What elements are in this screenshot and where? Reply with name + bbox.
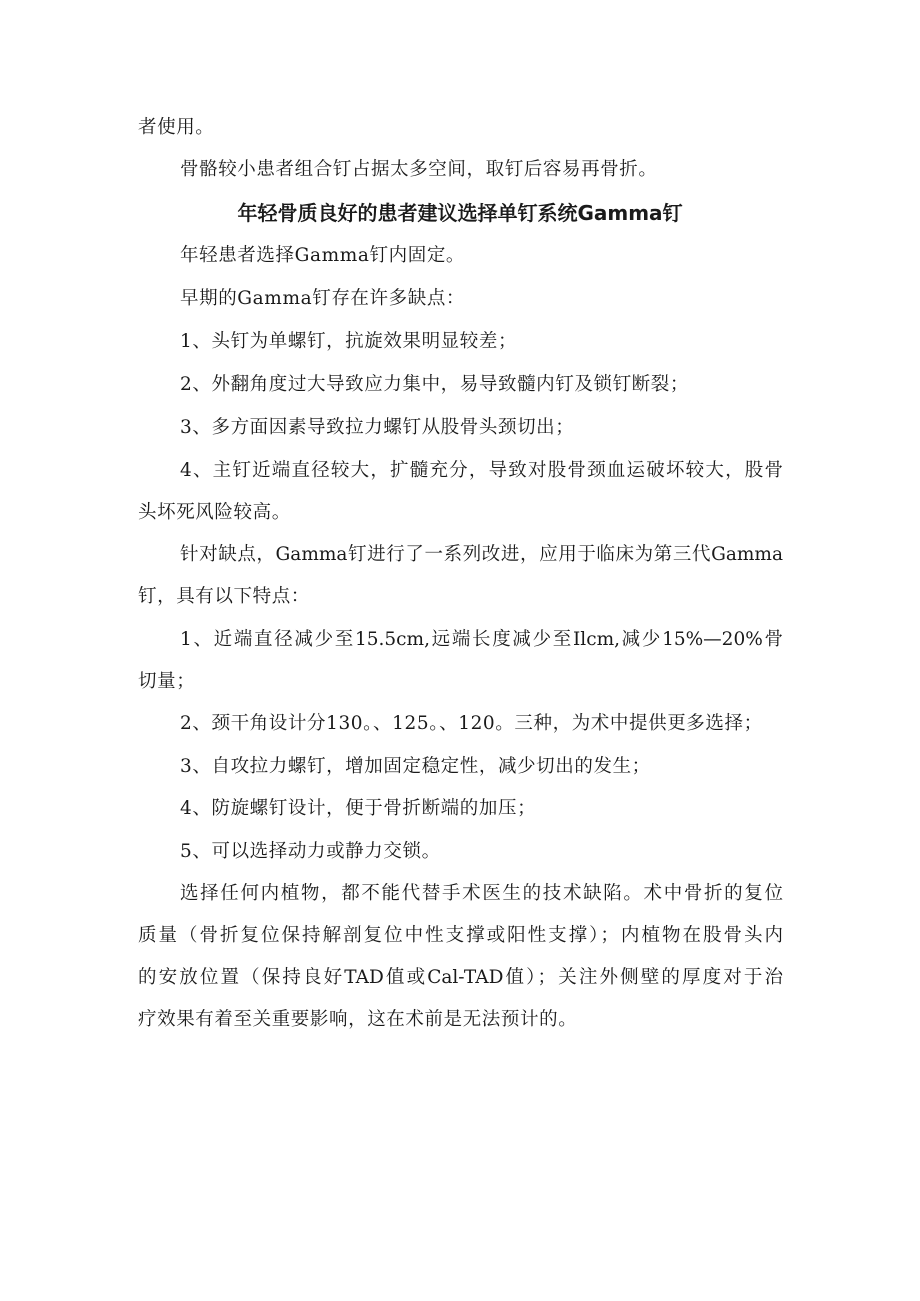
paragraph-line: 者使用。 [138,117,215,138]
list-item: 3、自攻拉力螺钉，增加固定稳定性，减少切出的发生； [180,756,651,777]
paragraph-line: 钉，具有以下特点： [138,586,310,607]
paragraph-line: 早期的Gamma钉存在许多缺点： [180,288,466,309]
paragraph-line: 质量（骨折复位保持解剖复位中性支撑或阳性支撑）；内植物在股骨头内 [138,925,783,946]
section-heading: 年轻骨质良好的患者建议选择单钉系统Gamma钉 [237,201,683,225]
list-item: 2、外翻角度过大导致应力集中，易导致髓内钉及锁钉断裂； [180,374,689,395]
paragraph-line: 骨骼较小患者组合钉占据太多空间，取钉后容易再骨折。 [180,159,658,180]
list-item: 3、多方面因素导致拉力螺钉从股骨头颈切出； [180,417,575,438]
list-item: 4、防旋螺钉设计，便于骨折断端的加压； [180,798,537,819]
paragraph-line: 年轻患者选择Gamma钉内固定。 [180,245,466,266]
paragraph-line: 的安放位置（保持良好TAD值或Cal-TAD值）；关注外侧壁的厚度对于治 [138,967,783,988]
list-item-continuation: 切量； [138,671,196,692]
paragraph-line: 针对缺点，Gamma钉进行了一系列改进，应用于临床为第三代Gamma [180,544,783,565]
list-item: 1、近端直径减少至15.5cm,远端长度减少至Ilcm,减少15%—20%骨 [180,629,783,650]
list-item: 5、可以选择动力或静力交锁。 [180,841,441,862]
list-item-continuation: 头坏死风险较高。 [138,502,291,523]
list-item: 2、颈干角设计分130。、125。、120。三种，为术中提供更多选择； [180,713,763,734]
list-item: 4、主钉近端直径较大，扩髓充分，导致对股骨颈血运破坏较大，股骨 [180,460,783,481]
paragraph-line: 疗效果有着至关重要影响，这在术前是无法预计的。 [138,1009,578,1030]
list-item: 1、头钉为单螺钉，抗旋效果明显较差； [180,331,518,352]
paragraph-line: 选择任何内植物，都不能代替手术医生的技术缺陷。术中骨折的复位 [180,883,783,904]
